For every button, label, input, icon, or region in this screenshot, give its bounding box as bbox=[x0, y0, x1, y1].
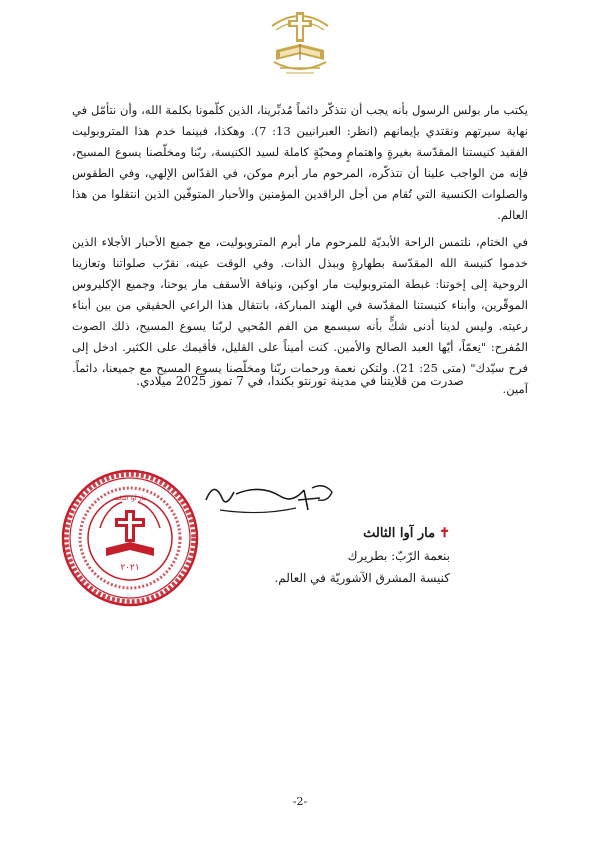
paragraph-1: يكتب مار بولس الرسول بأنه يجب أن نتذكّر دائماً مُدبِّرينا، الذين كلّمونا بكلمة الله، وأن نتأمّل في نهاية سيرتهم ونقتدي بإيمانهم (انظر: العبرانيين 13: 7). وهكذا، فبينما خدم هذا المتروبوليت الفقيد كنيستنا المقدّسة بغيرةٍ واهتمامٍ ومحبّةٍ كاملة لسيد الكنيسة، ربّنا ومخلّصنا يسوع المسيح، فإنه من الواجب علينا أن نتذكّره، المرحوم مار أبرم موكن، في القدّاس الإلهي، وفي الطقوس والصلوات الكنسية التي تُقام من أجل الراقدين المؤمنين والأحبار المتوفّين الذين انتقلوا من هذا العالم. bbox=[72, 103, 528, 222]
page-number: -2- bbox=[292, 795, 308, 808]
seal-inner-text: مار آوا الثالث bbox=[113, 495, 147, 502]
issued-date-line: صدرت من قلايتنا في مدينة تورنتو بكندا، في 7 تموز 2025 ميلادي. bbox=[136, 374, 464, 388]
paragraph-2: في الختام، نلتمس الراحة الأبديّة للمرحوم مار أبرم المتروبوليت، مع جميع الأحبار الأجلاء الذين خدموا كنيسة الله المقدّسة بطهارةٍ وببذل الذات. وفي الوقت عينه، نقرّب صلواتنا وتعازينا الروحية إلى إخوتنا: غبطة المتروبوليت مار اوكين، ونيافة الأسقف مار يوحنا، وجميع الإكليروس الموقّرين، وأبناء كنيستنا المقدّسة في الهند المباركة، بانتقال هذا الراعي الحقيقي من بين أبناء رعيته. وليس لدينا أدنى شكٍّ بأنه سيسمع من الفم المُحيي لربّنا يسوع المسيح، ذلك الصوت المُفرح: "نِعمّاً، أيّها العبد الصالح والأمين. كنت أميناً على القليل، فأقيمك على الكثير. ادخل إلى فرح سيّدك" (متى 25: 21). ولتكن نعمة ورحمات ربّنا ومخلّصنا يسوع المسيح مع جميعنا، دائماً. آمين. bbox=[72, 235, 529, 396]
signatory-name-row bbox=[250, 523, 450, 545]
signatory-church: كنيسة المشرق الآشوريّة في العالم. bbox=[274, 571, 450, 585]
church-emblem-icon bbox=[266, 6, 334, 78]
signatory-title: بنعمة الرّبّ: بطريرك bbox=[347, 549, 450, 563]
cross-icon: ✝ bbox=[439, 526, 450, 541]
handwritten-signature bbox=[200, 470, 340, 530]
letter-body bbox=[72, 100, 528, 406]
patriarchal-seal bbox=[60, 468, 200, 608]
signature-block bbox=[250, 523, 450, 589]
signatory-name: مار آوا الثالث bbox=[363, 526, 436, 541]
seal-year: ٢٠٢١ bbox=[120, 563, 140, 573]
